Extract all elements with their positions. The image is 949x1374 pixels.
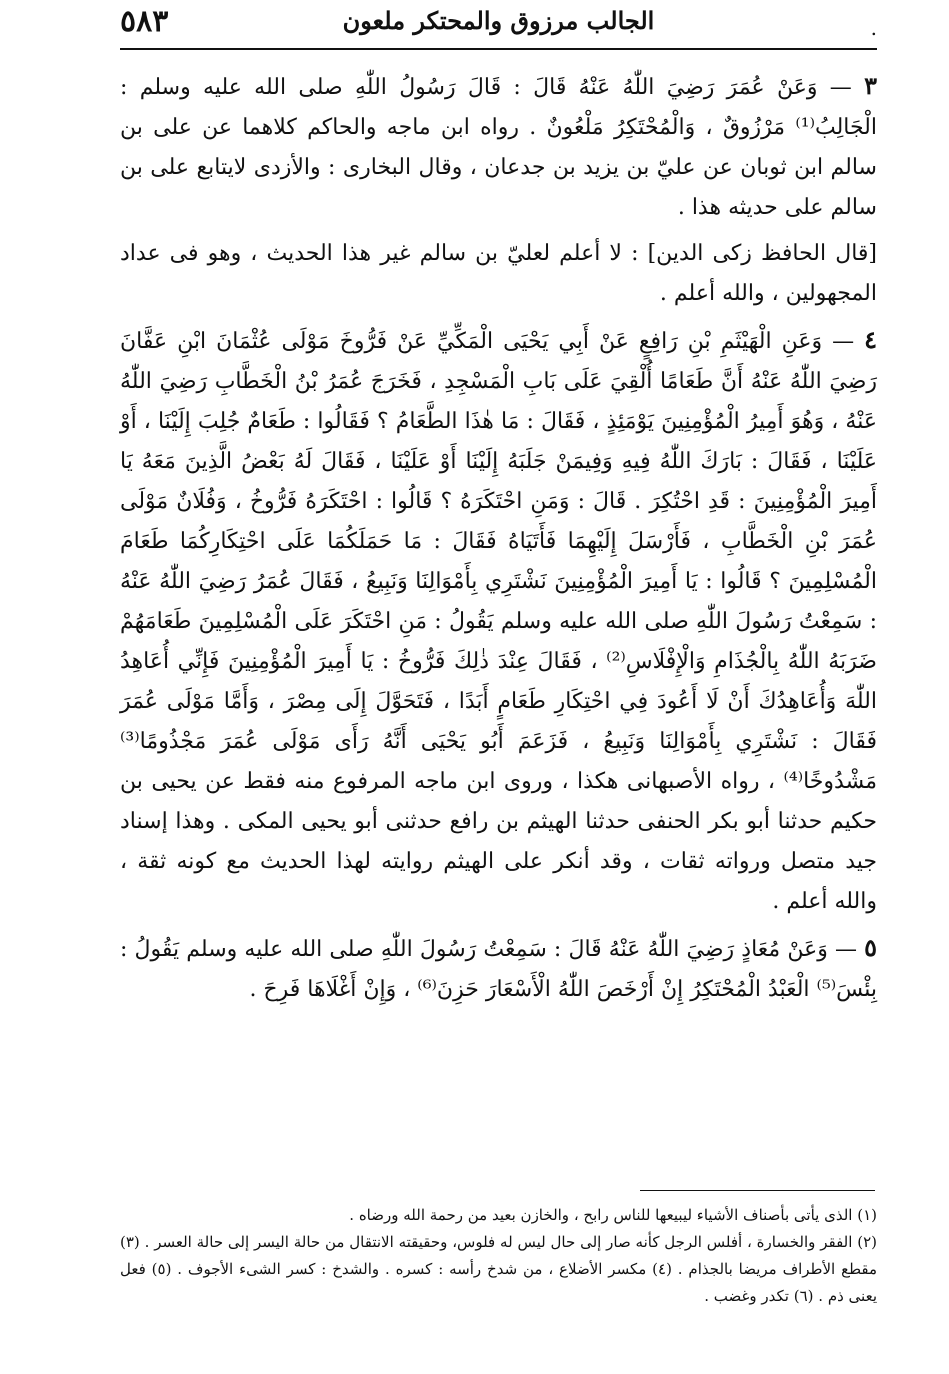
hadith-number: ٣ bbox=[864, 71, 877, 100]
footnote: (٢) الفقر والخسارة ، أفلس الرجل كأنه صار إلى حال ليس له فلوس، وحقيقته الانتقال من حالة اليسر إلى حالة العسر . (٣) مقطع الأطراف مريضا بالجذام . (٤) مكسر الأضلاع ، من شدخ رأسه : كسره . والشدخ : كسر الشىء الأجوف . (٥) فعل يعنى ذم . (٦) تكدر وغضب . bbox=[120, 1233, 877, 1305]
footnote: (١) الذى يأتى بأصناف الأشياء ليبيعها للناس رابح ، والخازن بعيد من رحمة الله ورضاه . bbox=[349, 1206, 877, 1224]
hadith-5 bbox=[120, 928, 877, 1010]
hadith-4 bbox=[120, 320, 877, 922]
header-mark: . bbox=[870, 16, 877, 40]
page-number: ٥٨٣ bbox=[120, 4, 169, 39]
footnote-divider bbox=[640, 1190, 875, 1191]
hadith-text: — وَعَنْ عُمَرَ رَضِيَ اللّٰهُ عَنْهُ قَالَ : قَالَ رَسُولُ اللّٰهِ صلى الله عليه وسلم : الْجَالِبُ⁽¹⁾ مَرْزُوقٌ ، وَالْمُحْتَكِرُ مَلْعُونٌ . رواه ابن ماجه والحاكم كلاهما عن على بن سالم ابن ثوبان عن عليّ بن يزيد بن جدعان ، وقال البخارى : والأزدى لايتابع على بن سالم على حديثه هذا . bbox=[120, 75, 877, 220]
editor-note: [قال الحافظ زكى الدين] : لا أعلم لعليّ بن سالم غير هذا الحديث ، وهو فى عداد المجهولين ، والله أعلم . bbox=[120, 241, 877, 306]
hadith-number: ٥ bbox=[864, 933, 877, 962]
page-header bbox=[120, 0, 877, 50]
running-title: الجالب مرزوق والمحتكر ملعون bbox=[342, 6, 655, 35]
hadith-3 bbox=[120, 66, 877, 228]
footnotes bbox=[120, 1202, 877, 1310]
hadith-text: — وَعَنْ مُعَاذٍ رَضِيَ اللّٰهُ عَنْهُ قَالَ : سَمِعْتُ رَسُولَ اللّٰهِ صلى الله عليه وسلم يَقُولُ : بِئْسَ⁽⁵⁾ الْعَبْدُ الْمُحْتَكِرُ إِنْ أَرْخَصَ اللّٰهُ الْأَسْعَارَ حَزِنَ⁽⁶⁾ ، وَإِنْ أَغْلَاهَا فَرِحَ . bbox=[120, 937, 877, 1002]
page-body bbox=[120, 66, 877, 1016]
hadith-number: ٤ bbox=[864, 325, 877, 354]
hadith-text: — وَعَنِ الْهَيْثَمِ بْنِ رَافِعٍ عَنْ أَبِي يَحْيَى الْمَكِّيِّ عَنْ فَرُّوخَ مَوْلَى عُثْمَانَ ابْنِ عَفَّانَ رَضِيَ اللّٰهُ عَنْهُ أَنَّ طَعَامًا أُلْقِيَ عَلَى بَابِ الْمَسْجِدِ ، فَخَرَجَ عُمَرُ بْنُ الْخَطَّابِ رَضِيَ اللّٰهُ عَنْهُ ، وَهُوَ أَمِيرُ الْمُؤْمِنِينَ يَوْمَئِذٍ ، فَقَالَ : مَا هٰذَا الطَّعَامُ ؟ فَقَالُوا : طَعَامٌ جُلِبَ إِلَيْنَا ، أَوْ عَلَيْنَا ، فَقَالَ : بَارَكَ اللّٰهُ فِيهِ وَفِيمَنْ جَلَبَهُ إِلَيْنَا أَوْ عَلَيْنَا ، فَقَالَ لَهُ بَعْضُ الَّذِينَ مَعَهُ يَا أَمِيرَ الْمُؤْمِنِينَ : قَدِ احْتُكِرَ . قَالَ : وَمَنِ احْتَكَرَهُ ؟ قَالُوا : احْتَكَرَهُ فَرُّوخُ ، وَفُلَانٌ مَوْلَى عُمَرَ بْنِ الْخَطَّابِ ، فَأَرْسَلَ إِلَيْهِمَا فَأَتَيَاهُ فَقَالَ : مَا حَمَلَكُمَا عَلَى احْتِكَارِكُمَا طَعَامَ الْمُسْلِمِينَ ؟ قَالُوا : يَا أَمِيرَ الْمُؤْمِنِينَ نَشْتَرِي بِأَمْوَالِنَا وَنَبِيعُ ، فَقَالَ عُمَرُ رَضِيَ اللّٰهُ عَنْهُ : سَمِعْتُ رَسُولَ اللّٰهِ صلى الله عليه وسلم يَقُولُ : مَنِ احْتَكَرَ عَلَى الْمُسْلِمِينَ طَعَامَهُمْ ضَرَبَهُ اللّٰهُ بِالْجُذَامِ وَالْإِفْلَاسِ⁽²⁾ ، فَقَالَ عِنْدَ ذٰلِكَ فَرُّوخُ : يَا أَمِيرَ الْمُؤْمِنِينَ فَإِنِّي أُعَاهِدُ اللّٰهَ وَأُعَاهِدُكَ أَنْ لَا أَعُودَ فِي احْتِكَارِ طَعَامٍ أَبَدًا ، فَتَحَوَّلَ إِلَى مِصْرَ ، وَأَمَّا مَوْلَى عُمَرَ فَقَالَ : نَشْتَرِي بِأَمْوَالِنَا وَنَبِيعُ ، فَزَعَمَ أَبُو يَحْيَى أَنَّهُ رَأَى مَوْلَى عُمَرَ مَجْذُومًا⁽³⁾ مَشْدُوخًا⁽⁴⁾ ، رواه الأصبهانى هكذا ، وروى ابن ماجه المرفوع منه فقط عن يحيى بن حكيم حدثنا أبو بكر الحنفى حدثنا الهيثم بن رافع حدثنى أبو يحيى المكى . وهذا إسناد جيد متصل ورواته ثقات ، وقد أنكر على الهيثم روايته لهذا الحديث مع كونه ثقة ، والله أعلم . bbox=[120, 329, 877, 914]
